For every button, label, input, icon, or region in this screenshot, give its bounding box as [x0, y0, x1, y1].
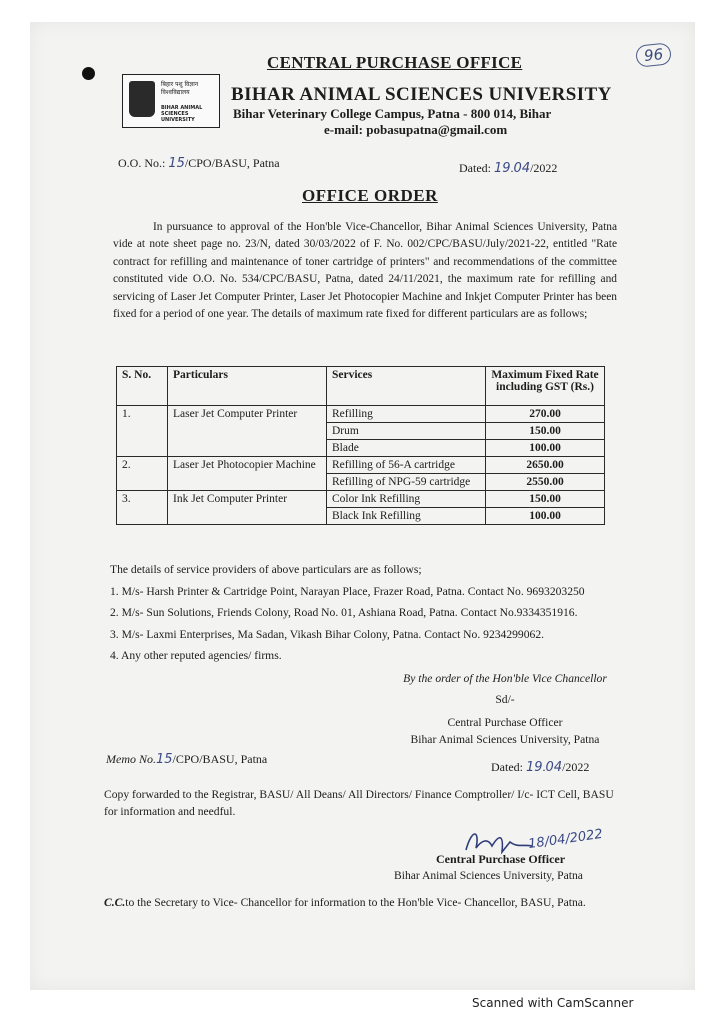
table-row [117, 457, 605, 474]
handwritten-page-number: 96 [635, 42, 672, 68]
rate-table [116, 366, 605, 525]
by-order-line: By the order of the Hon'ble Vice Chancellor [403, 672, 607, 685]
signatory2-university: Bihar Animal Sciences University, Patna [394, 869, 583, 882]
cell-rate: 150.00 [486, 491, 605, 508]
cc-line [104, 896, 624, 909]
cell-rate: 2650.00 [486, 457, 605, 474]
cell-service: Color Ink Refilling [327, 491, 486, 508]
list-item: 1. M/s- Harsh Printer & Cartridge Point, Narayan Place, Frazer Road, Patna. Contact No. 9693203250 [110, 584, 585, 598]
providers-intro: The details of service providers of above particulars are as follows; [110, 563, 422, 576]
table-row [117, 406, 605, 423]
university-address: Bihar Veterinary College Campus, Patna - 800 014, Bihar [233, 106, 552, 121]
document-heading: OFFICE ORDER [302, 186, 438, 205]
list-item: 4. Any other reputed agencies/ firms. [110, 649, 282, 662]
copy-forwarded: Copy forwarded to the Registrar, BASU/ All Deans/ All Directors/ Finance Comptroller/ I/c- ICT Cell, BASU for information and needful. [104, 788, 614, 818]
cell-rate: 150.00 [486, 423, 605, 440]
logo-text-hindi: बिहार पशु विज्ञान विश्वविद्यालय [161, 81, 199, 96]
university-name: BIHAR ANIMAL SCIENCES UNIVERSITY [231, 84, 612, 105]
list-item: 2. M/s- Sun Solutions, Friends Colony, Road No. 01, Ashiana Road, Patna. Contact No.9334351916. [110, 606, 578, 619]
signatory-designation: Central Purchase Officer [447, 716, 563, 729]
cell-service: Drum [327, 423, 486, 440]
signatory-university: Bihar Animal Sciences University, Patna [410, 733, 600, 746]
sd-line: Sd/- [495, 693, 515, 706]
cell-service: Blade [327, 440, 486, 457]
office-title: CENTRAL PURCHASE OFFICE [267, 53, 523, 72]
university-logo [122, 74, 220, 128]
cell-particular: Ink Jet Computer Printer [168, 491, 327, 525]
table-row [117, 491, 605, 508]
cell-particular: Laser Jet Computer Printer [168, 406, 327, 457]
memo-number: Memo No.15/CPO/BASU, Patna [106, 752, 268, 767]
order-date: Dated: 19.04/2022 [459, 161, 558, 176]
cell-sno: 2. [117, 457, 168, 491]
cell-service: Refilling of 56-A cartridge [327, 457, 486, 474]
punch-hole [82, 67, 95, 80]
providers-section [110, 559, 630, 667]
university-email: e-mail: pobasupatna@gmail.com [324, 122, 508, 137]
cc-text: to the Secretary to Vice- Chancellor for information to the Hon'ble Vice- Chancellor, BASU, Patna. [125, 896, 586, 909]
memo-date: Dated: 19.04/2022 [491, 760, 590, 775]
cell-service: Refilling [327, 406, 486, 423]
cell-rate: 2550.00 [486, 474, 605, 491]
order-number: O.O. No.: 15/CPO/BASU, Patna [118, 156, 280, 171]
scanner-watermark: Scanned with CamScanner [472, 996, 634, 1010]
cell-sno: 1. [117, 406, 168, 457]
cell-rate: 270.00 [486, 406, 605, 423]
cell-service: Refilling of NPG-59 cartridge [327, 474, 486, 491]
header-sno: S. No. [117, 367, 168, 406]
header-rate: Maximum Fixed Rate including GST (Rs.) [486, 367, 605, 406]
cell-rate: 100.00 [486, 440, 605, 457]
cell-sno: 3. [117, 491, 168, 525]
signature-date: 18/04/2022 [527, 826, 604, 853]
header-particulars: Particulars [168, 367, 327, 406]
cc-label: C.C. [104, 896, 126, 909]
body-paragraph: In pursuance to approval of the Hon'ble Vice-Chancellor, Bihar Animal Sciences University, Patna vide at note sheet page no. 23/N, dated 30/03/2022 of F. No. 002/CPC/BASU/July/2021-22, entitled "Rate contract for refilling and maintenance of toner cartridge of printers" and recommendations of the committee constituted vide O.O. No. 534/CPC/BASU, Patna, dated 24/11/2021, the maximum rate for refilling and servicing of Laser Jet Computer Printer, Laser Jet Photocopier Machine and Inkjet Computer Printer has been fixed for a period of one year. The details of maximum rate fixed for different particulars are as follows; [113, 221, 617, 321]
cell-rate: 100.00 [486, 508, 605, 525]
table-header-row [117, 367, 605, 406]
signatory2-designation: Central Purchase Officer [436, 852, 566, 866]
signature-block [380, 670, 630, 748]
order-number-handwritten: 15 [168, 156, 185, 171]
header-services: Services [327, 367, 486, 406]
list-item: 3. M/s- Laxmi Enterprises, Ma Sadan, Vikash Bihar Colony, Patna. Contact No. 9234299062. [110, 627, 545, 641]
cell-service: Black Ink Refilling [327, 508, 486, 525]
logo-text-english: BIHAR ANIMAL SCIENCES UNIVERSITY [161, 105, 203, 123]
emblem-icon [129, 81, 155, 117]
cell-particular: Laser Jet Photocopier Machine [168, 457, 327, 491]
